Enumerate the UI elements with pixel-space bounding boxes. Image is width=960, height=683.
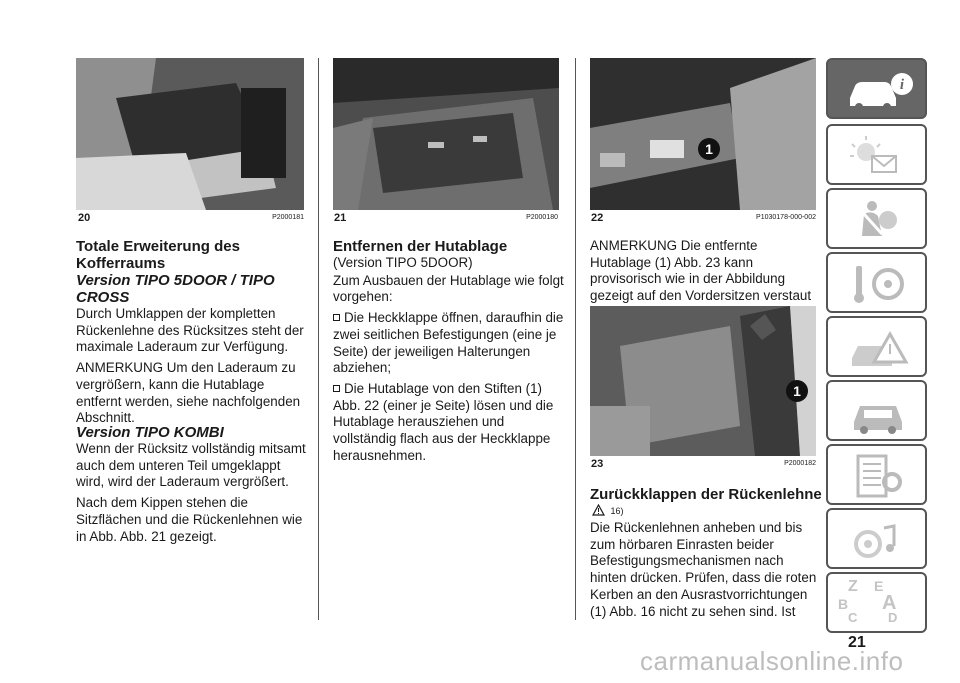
callout-1-fig22: 1 [698,138,720,160]
section-heading-remove-shelf: Entfernen der Hutablage [333,238,508,255]
figure-22-code: P1030178-000-002 [756,214,816,221]
figure-22-number: 22 [591,212,604,224]
callout-1-fig23: 1 [786,380,808,402]
index-letter-d: D [888,610,898,625]
figure-23-illustration [590,306,816,456]
warning-triangle-icon [592,504,605,516]
figure-21-number: 21 [334,212,347,224]
figure-23-code: P2000182 [784,460,816,467]
column-1-body-kombi [76,441,308,549]
figure-20-illustration [76,58,304,210]
paragraph-note-storage: ANMERKUNG Die entfernte Hutablage (1) Abb. 23 kann provisorisch wie in der Abbildung gezeigt auf den Vordersitzen verstaut [590,238,812,304]
svg-text:i: i [899,77,905,93]
sidebar-tab-warning-lights[interactable] [826,124,927,185]
sidebar-tab-starting-driving[interactable] [826,252,927,313]
sidebar-tab-multimedia[interactable] [826,508,927,569]
warning-reference-number: 16) [610,506,624,516]
technical-data-icon [828,446,929,507]
index-letter-b: B [838,596,849,612]
figure-21-code: P2000180 [526,214,558,221]
bullet-open-tailgate: Die Heckklappe öffnen, daraufhin die zwei seitlichen Befestigungen (eine je Seite) der jeweiligen Halterungen abziehen; [333,310,564,376]
steering-key-icon [828,254,929,315]
car-maintenance-icon [828,382,929,443]
paragraph-fold-backrest: Durch Umklappen der kompletten Rückenlehne des Rücksitzes steht der maximale Laderaum zur Verfügung. [76,306,304,355]
sidebar-tab-emergency[interactable] [826,316,927,377]
checkbox-bullet-icon [333,310,344,325]
column-2-body [333,255,565,468]
multimedia-icon [828,510,929,571]
index-letter-c: C [848,610,858,625]
warning-lights-icon [828,126,929,187]
column-divider-2 [575,58,576,620]
subheading-5door-cross: Version TIPO 5DOOR / TIPO CROSS [76,272,275,306]
sidebar-tab-car-info[interactable] [826,58,927,119]
emergency-icon [828,318,929,379]
paragraph-lift-backrest: Die Rückenlehnen anheben und bis zum hörbaren Einrasten beider Befestigungsmechanismen nach hinten drücken. Prüfen, dass die roten Kerben an den Ausrastvorrichtungen (1) Abb. 16 nicht zu sehen sind. Ist [590,520,817,619]
figure-23-number: 23 [591,458,604,470]
sidebar-tab-safety[interactable] [826,188,927,249]
sidebar-tab-technical-data[interactable] [826,444,927,505]
subheading-kombi: Version TIPO KOMBI [76,424,224,441]
index-letter-e: E [874,578,884,594]
bullet-release-shelf: Die Hutablage von den Stiften (1) Abb. 22 (einer je Seite) lösen und die Hutablage herausziehen und vollständig flach aus der Heckklappe herausnehmen. [333,380,554,463]
paragraph-kombi-tipping: Nach dem Kippen stehen die Sitzflächen und die Rückenlehnen wie in Abb. Abb. 21 gezeigt. [76,495,303,544]
paragraph-kombi-fold: Wenn der Rücksitz vollständig mitsamt auch dem unteren Teil umgeklappt wird, wird der Laderaum vergrößert. [76,441,306,490]
page-number: 21 [848,634,866,651]
figure-20-code: P2000181 [272,214,304,221]
warning-reference [592,504,624,516]
paragraph-intro: Zum Ausbauen der Hutablage wie folgt vorgehen: [333,272,564,305]
figure-22-photo [590,58,816,210]
section-heading-expansion: Totale Erweiterung des Kofferraums [76,238,240,272]
paragraph-note-parcel-shelf: ANMERKUNG Um den Laderaum zu vergrößern, kann die Hutablage entfernt werden, siehe nachfolgenden Abschnitt. [76,360,301,426]
figure-21-photo [333,58,559,210]
index-letter-z: Z [848,578,858,595]
figure-23-photo [590,306,816,456]
watermark: carmanualsonline.info [640,646,904,676]
column-1-body [76,306,308,431]
figure-20-number: 20 [78,212,91,224]
version-note: (Version TIPO 5DOOR) [333,255,473,270]
figure-21-illustration [333,58,559,210]
sidebar-tab-index[interactable] [826,572,927,633]
column-divider-1 [318,58,319,620]
column-3-body [590,520,818,624]
safety-airbag-icon [828,190,929,251]
sidebar-tab-maintenance[interactable] [826,380,927,441]
figure-22-illustration [590,58,816,210]
checkbox-bullet-icon [333,381,344,396]
index-letter-a: A [882,592,897,614]
car-info-icon [828,60,929,121]
section-heading-fold-back: Zurückklappen der Rückenlehne [590,486,822,503]
figure-20-photo [76,58,304,210]
